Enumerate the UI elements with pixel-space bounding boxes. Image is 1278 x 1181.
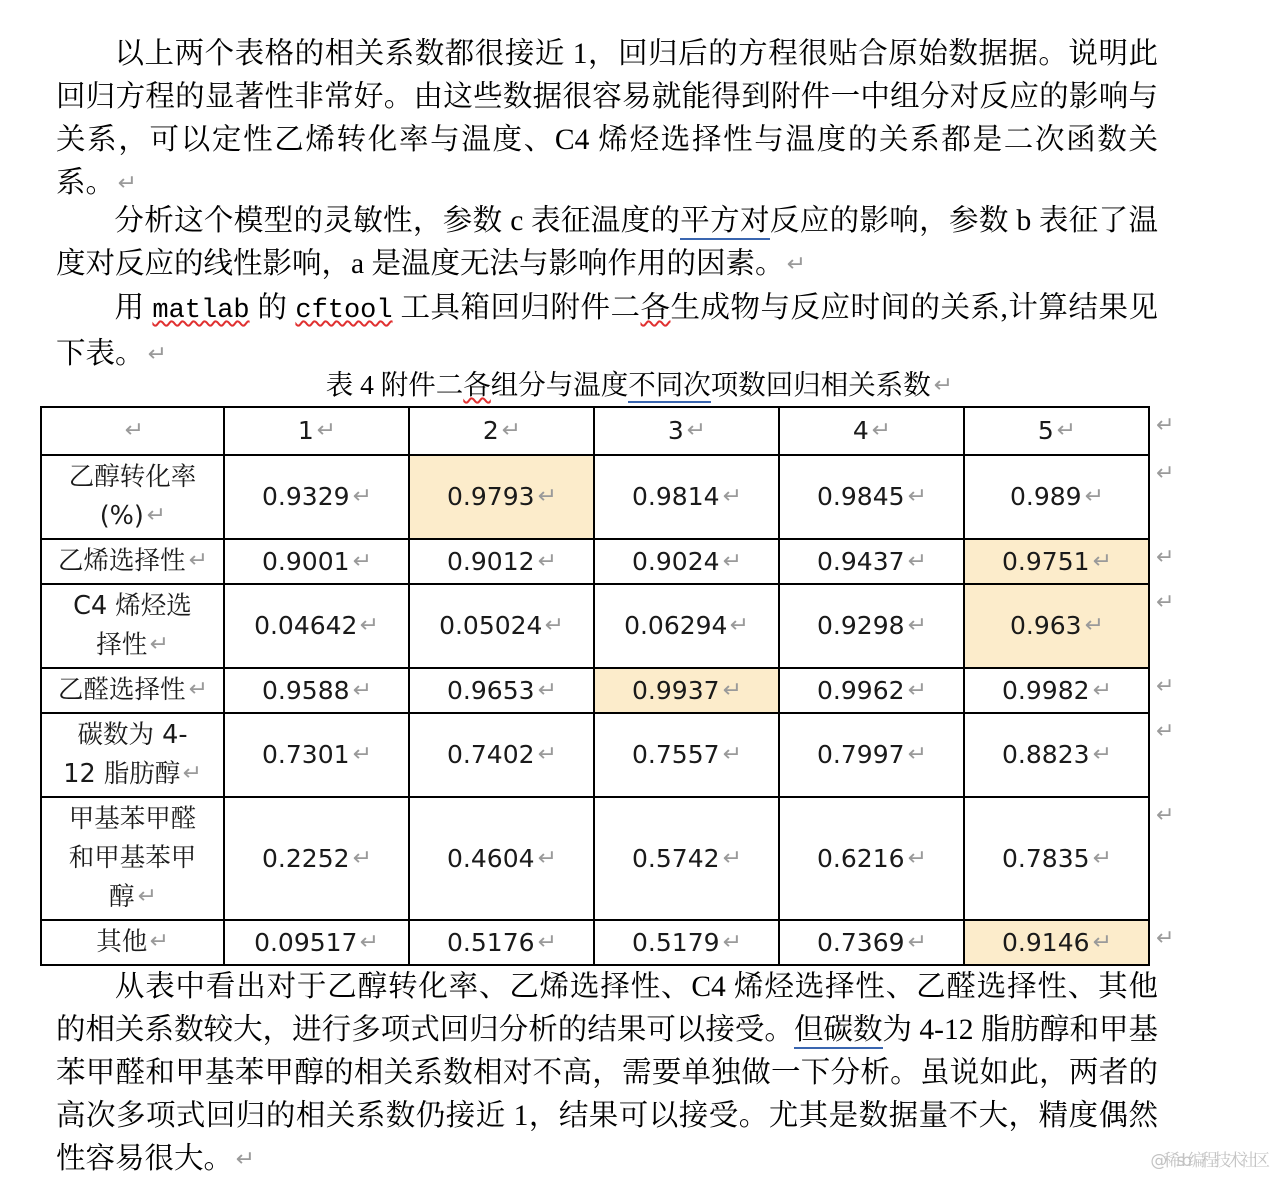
table-row <box>41 668 1149 713</box>
table-row <box>41 539 1149 584</box>
table-header-cell: ↵ <box>41 407 224 455</box>
row-label-line: C4 烯烃选 <box>73 591 192 621</box>
row-label-line: 醇 <box>109 882 135 912</box>
table-cell-value: 0.5179 <box>632 927 720 957</box>
table-cell: 0.09517 ↵ <box>224 920 409 965</box>
caption-prefix: 表 4 附件二 <box>325 369 464 400</box>
table-row-header: 乙醛选择性 ↵ <box>41 668 224 713</box>
paragraph-2: 分析这个模型的灵敏性，参数 c 表征温度的平方对反应的影响，参数 b 表征了温度对反应的线性影响，a 是温度无法与影响作用的因素。 ↵ <box>56 205 1158 280</box>
table-cell-value: 0.7997 <box>817 740 905 769</box>
table-header-cell: 3 ↵ <box>594 407 779 455</box>
pilcrow-icon: ↵ <box>1156 803 1175 828</box>
paragraph-3-lead: 用 <box>114 292 153 324</box>
table-cell-value: 0.9845 <box>817 482 905 511</box>
table-cell: 0.9653 ↵ <box>409 668 594 713</box>
table-cell-value: 0.7301 <box>262 740 350 769</box>
pilcrow-icon: ↵ <box>1156 590 1175 615</box>
row-label-line: 甲基苯甲醛 <box>68 804 197 834</box>
table-cell-highlighted: 0.963 ↵ <box>964 584 1149 668</box>
paragraph-1-text: 以上两个表格的相关系数都很接近 1，回归后的方程很贴合原始数据据。说明此回归方程的显著性非常好。由这些数据很容易就能得到附件一中组分对反应的影响与关系，可以定性乙烯转化率与温度、C4 烯烃选择性与温度的关系都是二次函数关系。 <box>56 38 1158 199</box>
table-cell: 0.05024 ↵ <box>409 584 594 668</box>
table-body <box>41 407 1149 965</box>
table-cell: 0.989 ↵ <box>964 455 1149 539</box>
row-label-line: 碳数为 4- <box>77 720 188 750</box>
table-cell-value: 0.7557 <box>632 740 720 769</box>
table-cell-value: 0.7369 <box>817 927 905 957</box>
table-cell: 0.04642 ↵ <box>224 584 409 668</box>
table-cell-highlighted: 0.9793 ↵ <box>409 455 594 539</box>
table-row <box>41 920 1149 965</box>
row-label-line: 乙醛选择性 <box>58 675 186 705</box>
paragraph-2-text-before: 分析这个模型的灵敏性，参数 c 表征温度的 <box>114 205 681 237</box>
table-header-cell: 1 ↵ <box>224 407 409 455</box>
table-cell: 0.7997 ↵ <box>779 713 964 797</box>
table-header-cell: 5 ↵ <box>964 407 1149 455</box>
table-cell-value: 0.04642 <box>254 611 358 640</box>
table-cell: 0.5176 ↵ <box>409 920 594 965</box>
table-header-label: 2 <box>482 416 499 445</box>
code-token-matlab: matlab <box>152 296 250 326</box>
table-cell: 0.7402 ↵ <box>409 713 594 797</box>
table-cell: 0.6216 ↵ <box>779 797 964 920</box>
watermark: @稀sb编程技术社区 <box>1150 1151 1266 1171</box>
table-cell: 0.9982 ↵ <box>964 668 1149 713</box>
table-cell-value: 0.7402 <box>447 740 535 769</box>
table-cell: 0.9588 ↵ <box>224 668 409 713</box>
spellcheck-word: 各 <box>640 292 671 324</box>
paragraph-4: 从表中看出对于乙醇转化率、乙烯选择性、C4 烯烃选择性、乙醛选择性、其他的相关系数较大，进行多项式回归分析的结果可以接受。但碳数为 4-12 脂肪醇和甲基苯甲醛和甲基苯甲醇的相关系数相对不高，需要单独做一下分析。虽说如此，两者的高次多项式回归的相关系数仍接近 1，结果可以接受。尤其是数据量不大，精度偶然性容易很大。 ↵ <box>56 971 1158 1175</box>
table-cell-highlighted: 0.9751 ↵ <box>964 539 1149 584</box>
table-cell-value: 0.8823 <box>1002 740 1090 769</box>
table-row-header: 碳数为 4- 12 脂肪醇 ↵ <box>41 713 224 797</box>
paragraph-3-tail: 生成物与反应时间的关系,计算结果见下表。 <box>56 292 1158 370</box>
paragraph-2-text-after: 反应的影响，参数 b 表征了温度对反应的线性影响，a 是温度无法与影响作用的因素。 <box>56 205 1158 280</box>
table-header-row <box>41 407 1149 455</box>
paragraph-3: 用 matlab 的 cftool 工具箱回归附件二各生成物与反应时间的关系,计算结果见下表。 ↵ <box>56 292 1158 370</box>
table-cell-value: 0.9588 <box>262 675 350 705</box>
table-cell-value: 0.9024 <box>632 546 720 576</box>
table-cell-value: 0.989 <box>1009 482 1082 511</box>
paragraph-3-mid-2: 工具箱回归附件二 <box>392 292 641 324</box>
row-label-line: 和甲基苯甲 <box>68 843 197 873</box>
table-cell-value: 0.06294 <box>624 611 728 640</box>
table-row-header: 乙醇转化率 (%) ↵ <box>41 455 224 539</box>
table-cell-value: 0.9437 <box>817 546 905 576</box>
table-row-header: 其他 ↵ <box>41 920 224 965</box>
pilcrow-icon: ↵ <box>1156 461 1175 486</box>
caption-spellcheck-word: 各 <box>463 369 491 400</box>
table-cell-value: 0.05024 <box>439 611 543 640</box>
table-cell: 0.9814 ↵ <box>594 455 779 539</box>
table-cell-value: 0.9298 <box>817 611 905 640</box>
table-row-header: C4 烯烃选 择性 ↵ <box>41 584 224 668</box>
table-row <box>41 797 1149 920</box>
table-cell: 0.2252 ↵ <box>224 797 409 920</box>
pilcrow-icon: ↵ <box>1156 674 1175 699</box>
pilcrow-icon: ↵ <box>1156 413 1175 438</box>
grammar-underlined-phrase: 但碳数 <box>794 1014 883 1049</box>
table-cell-value: 0.9793 <box>447 482 535 511</box>
table-row <box>41 455 1149 539</box>
table-cell: 0.9962 ↵ <box>779 668 964 713</box>
row-label-line: 乙醇转化率 <box>68 462 197 492</box>
row-label-line: 12 脂肪醇 <box>63 759 181 789</box>
paragraph-4-text-after: 为 4-12 脂肪醇和甲基苯甲醛和甲基苯甲醇的相关系数相对不高，需要单独做一下分析。虽说如此，两者的高次多项式回归的相关系数仍接近 1，结果可以接受。尤其是数据量不大，精度偶然性容易很大。 <box>56 1014 1158 1175</box>
pilcrow-icon: ↵ <box>1156 719 1175 744</box>
table-cell-value: 0.9962 <box>817 675 905 705</box>
paragraph-4-text-before: 从表中看出对于乙醇转化率、乙烯选择性、C4 烯烃选择性、乙醛选择性、其他的相关系数较大，进行多项式回归分析的结果可以接受。 <box>56 971 1158 1046</box>
table-cell: 0.7835 ↵ <box>964 797 1149 920</box>
table-cell-value: 0.7835 <box>1002 843 1090 873</box>
table-header-cell: 2 ↵ <box>409 407 594 455</box>
table-cell: 0.5179 ↵ <box>594 920 779 965</box>
table-cell-value: 0.9751 <box>1002 546 1090 576</box>
table-cell: 0.5742 ↵ <box>594 797 779 920</box>
table-row <box>41 584 1149 668</box>
table-row-header: 乙烯选择性 ↵ <box>41 539 224 584</box>
code-token-cftool: cftool <box>295 296 393 326</box>
table-cell: 0.9024 ↵ <box>594 539 779 584</box>
table-cell-value: 0.6216 <box>817 843 905 873</box>
table-cell: 0.9012 ↵ <box>409 539 594 584</box>
table-header-label: 3 <box>667 416 684 445</box>
table-cell: 0.06294 ↵ <box>594 584 779 668</box>
table-cell: 0.8823 ↵ <box>964 713 1149 797</box>
table-cell: 0.9437 ↵ <box>779 539 964 584</box>
table-cell: 0.9329 ↵ <box>224 455 409 539</box>
table-cell-value: 0.9146 <box>1002 927 1090 957</box>
table-cell-value: 0.9653 <box>447 675 535 705</box>
table-cell-highlighted: 0.9146 ↵ <box>964 920 1149 965</box>
paragraph-1: 以上两个表格的相关系数都很接近 1，回归后的方程很贴合原始数据据。说明此回归方程的显著性非常好。由这些数据很容易就能得到附件一中组分对反应的影响与关系，可以定性乙烯转化率与温度、C4 烯烃选择性与温度的关系都是二次函数关系。 ↵ <box>56 38 1158 199</box>
table-header-cell: 4 ↵ <box>779 407 964 455</box>
pilcrow-icon: ↵ <box>1156 545 1175 570</box>
correlation-table-wrapper <box>40 406 1148 966</box>
table-cell-value: 0.2252 <box>262 843 350 873</box>
table-cell-value: 0.09517 <box>254 927 358 957</box>
table-header-label: 4 <box>852 416 869 445</box>
table-cell: 0.7301 ↵ <box>224 713 409 797</box>
row-label-line: 乙烯选择性 <box>58 546 186 576</box>
table-caption: 表 4 附件二各组分与温度不同次项数回归相关系数 ↵ <box>0 368 1278 402</box>
table-cell: 0.9845 ↵ <box>779 455 964 539</box>
table-cell-value: 0.963 <box>1009 611 1082 640</box>
table-cell-highlighted: 0.9937 ↵ <box>594 668 779 713</box>
caption-middle: 组分与温度 <box>490 369 629 400</box>
table-row-header: 甲基苯甲醛 和甲基苯甲 醇 ↵ <box>41 797 224 920</box>
caption-grammar-word: 不同次 <box>628 369 711 403</box>
table-cell-value: 0.9012 <box>447 546 535 576</box>
table-cell-value: 0.9814 <box>632 482 720 511</box>
table-cell: 0.4604 ↵ <box>409 797 594 920</box>
table-cell-value: 0.9982 <box>1002 675 1090 705</box>
paragraph-3-mid-1: 的 <box>249 292 296 324</box>
table-cell: 0.7557 ↵ <box>594 713 779 797</box>
grammar-underlined-phrase: 平方对 <box>680 205 770 240</box>
table-header-label: 1 <box>297 416 314 445</box>
table-cell-value: 0.4604 <box>447 843 535 873</box>
pilcrow-icon: ↵ <box>1156 926 1175 951</box>
row-label-line: 择性 <box>96 630 148 660</box>
row-label-line: (%) <box>99 501 144 531</box>
table-cell: 0.7369 ↵ <box>779 920 964 965</box>
table-header-label: 5 <box>1037 416 1054 445</box>
row-label-line: 其他 <box>96 927 148 957</box>
table-cell-value: 0.9329 <box>262 482 350 511</box>
caption-suffix: 项数回归相关系数 <box>710 369 931 400</box>
table-cell-value: 0.9001 <box>262 546 350 576</box>
table-cell: 0.9001 ↵ <box>224 539 409 584</box>
table-cell: 0.9298 ↵ <box>779 584 964 668</box>
table-cell-value: 0.9937 <box>632 675 720 705</box>
correlation-table <box>40 406 1150 966</box>
table-cell-value: 0.5742 <box>632 843 720 873</box>
table-row <box>41 713 1149 797</box>
table-cell-value: 0.5176 <box>447 927 535 957</box>
